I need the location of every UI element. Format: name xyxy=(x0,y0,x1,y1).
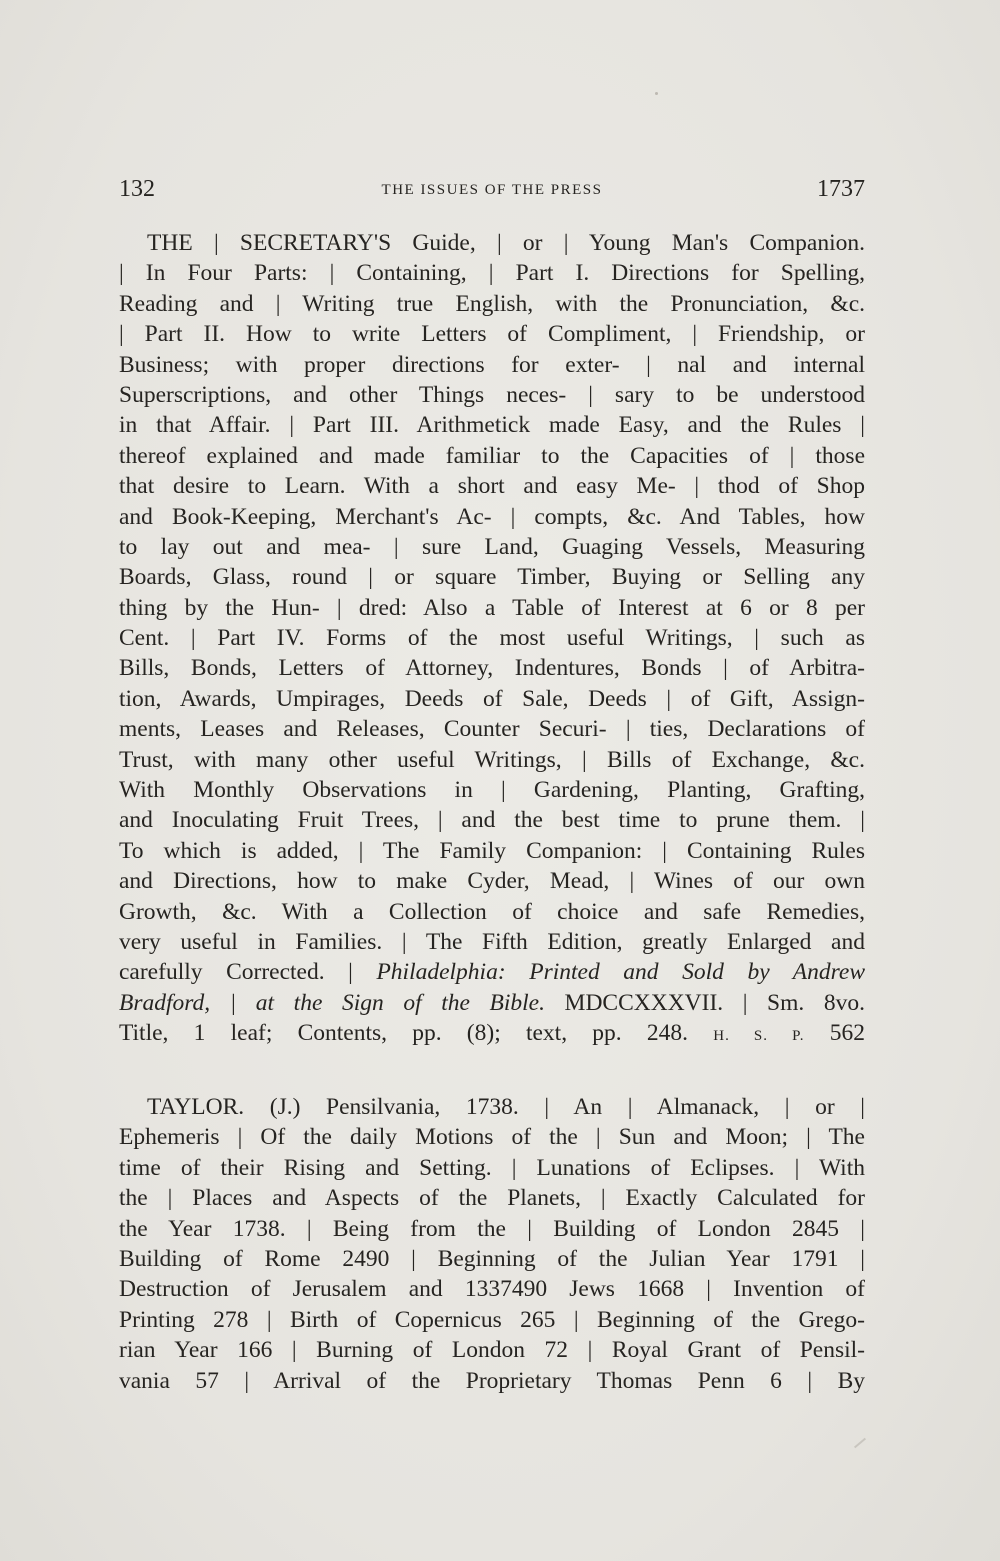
paper-speck xyxy=(655,92,658,95)
collation-text: Title, 1 leaf; Contents, pp. (8); text, pp. 248. xyxy=(119,1020,689,1047)
entry-number: 562 xyxy=(829,1020,865,1047)
entry-line: Bills, Bonds, Letters of Attorney, Indentures, Bonds | of Arbitra- xyxy=(119,655,865,682)
header-year: 1737 xyxy=(817,176,865,202)
line-text: carefully Corrected. | xyxy=(119,959,377,986)
entry-line: With Monthly Observations in | Gardening, Planting, Grafting, xyxy=(119,777,865,804)
entry-line: ments, Leases and Releases, Counter Securi- | ties, Declarations of xyxy=(119,716,865,743)
entry-line: Ephemeris | Of the daily Motions of the | Sun and Moon; | The xyxy=(119,1124,865,1151)
page-number: 132 xyxy=(119,176,155,202)
entry-line: Business; with proper directions for exter- | nal and internal xyxy=(119,351,865,378)
library-location: H. S. P. xyxy=(713,1028,805,1045)
entry-line: Boards, Glass, round | or square Timber, Buying or Selling any xyxy=(119,564,865,591)
paper-mark xyxy=(854,1438,866,1449)
entry-line-imprint xyxy=(119,988,865,1018)
running-header xyxy=(119,176,865,210)
entry-line: thereof explained and made familiar to the Capacities of | those xyxy=(119,442,865,469)
entry-line: Destruction of Jerusalem and 1337490 Jews 1668 | Invention of xyxy=(119,1276,865,1303)
entry-line: and Book-Keeping, Merchant's Ac- | compts, &c. And Tables, how xyxy=(119,503,865,530)
entry-line: very useful in Families. | The Fifth Edition, greatly Enlarged and xyxy=(119,928,865,955)
entry-line: the Year 1738. | Being from the | Building of London 2845 | xyxy=(119,1215,865,1242)
entry-line: to lay out and mea- | sure Land, Guaging Vessels, Measuring xyxy=(119,533,865,560)
entry-line: the | Places and Aspects of the Planets, | Exactly Calculated for xyxy=(119,1185,865,1212)
entry-line: that desire to Learn. With a short and easy Me- | thod of Shop xyxy=(119,473,865,500)
entry-line: time of their Rising and Setting. | Lunations of Eclipses. | With xyxy=(119,1154,865,1181)
imprint-italic: Bradford, | at the Sign of the Bible. xyxy=(119,989,545,1016)
entry-line: tion, Awards, Umpirages, Deeds of Sale, Deeds | of Gift, Assign- xyxy=(119,685,865,712)
running-title: THE ISSUES OF THE PRESS xyxy=(381,182,603,198)
imprint-italic: Philadelphia: Printed and Sold by Andrew xyxy=(376,959,866,986)
entry-line: Building of Rome 2490 | Beginning of the Julian Year 1791 | xyxy=(119,1245,865,1272)
entry-line: To which is added, | The Family Companion: | Containing Rules xyxy=(119,837,865,864)
entry-line: thing by the Hun- | dred: Also a Table of Interest at 6 or 8 per xyxy=(119,594,865,621)
entry-line: vania 57 | Arrival of the Proprietary Thomas Penn 6 | By xyxy=(119,1367,865,1394)
line-text: MDCCXXXVII. | Sm. 8vo. xyxy=(544,989,865,1016)
entry-line: rian Year 166 | Burning of London 72 | Royal Grant of Pensil- xyxy=(119,1337,865,1364)
entry-line-imprint xyxy=(119,957,865,987)
bibliographic-entry-taylor-almanack xyxy=(119,1092,865,1396)
entry-line: Growth, &c. With a Collection of choice and safe Remedies, xyxy=(119,898,865,925)
entry-line: Trust, with many other useful Writings, | Bills of Exchange, &c. xyxy=(119,746,865,773)
entry-line: | In Four Parts: | Containing, | Part I. Directions for Spelling, xyxy=(119,260,865,287)
entry-line: Cent. | Part IV. Forms of the most useful Writings, | such as xyxy=(119,625,865,652)
entry-line: Printing 278 | Birth of Copernicus 265 | Beginning of the Grego- xyxy=(119,1306,865,1333)
entry-line: in that Affair. | Part III. Arithmetick made Easy, and the Rules | xyxy=(119,412,865,439)
entry-line: THE | SECRETARY'S Guide, | or | Young Man's Companion. xyxy=(147,230,865,256)
entry-line-collation xyxy=(119,1018,865,1048)
entry-line: and Directions, how to make Cyder, Mead, | Wines of our own xyxy=(119,868,865,895)
entry-line: and Inoculating Fruit Trees, | and the best time to prune them. | xyxy=(119,807,865,834)
entry-line: TAYLOR. (J.) Pensilvania, 1738. | An | Almanack, | or | xyxy=(147,1094,865,1120)
bibliographic-entry-secretarys-guide xyxy=(119,228,865,1049)
entry-line: | Part II. How to write Letters of Compliment, | Friendship, or xyxy=(119,321,865,348)
entry-line: Superscriptions, and other Things neces- | sary to be understood xyxy=(119,381,865,408)
entry-line: Reading and | Writing true English, with the Pronunciation, &c. xyxy=(119,290,865,317)
